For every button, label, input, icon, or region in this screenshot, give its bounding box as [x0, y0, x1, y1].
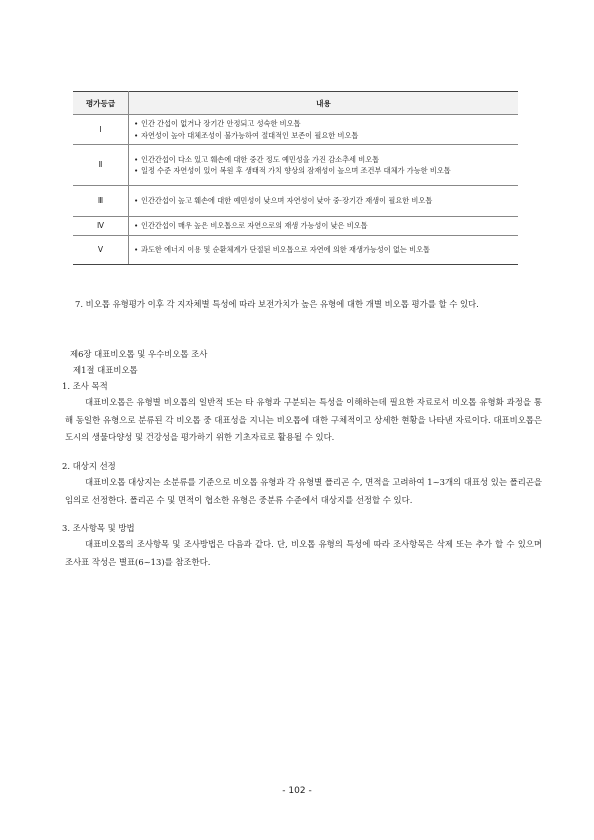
content-bullet: • 인간간섭이 높고 훼손에 대한 예민성이 낮으며 자연성이 낮아 중·장기간 재생이 필요한 비오톱 — [134, 195, 512, 207]
subsection-1-text: 대표비오톱은 유형별 비오톱의 일반적 또는 타 유형과 구분되는 특성을 이해하는데 필요한 자료로서 비오톱 유형화 과정을 통해 동일한 유형으로 분류된 각 비오톱 중 대표성을 지니는 비오톱에 대한 구체적이고 상세한 현황을 나타낸 자료이다. 대표비오톱은 도시의 생물다양성 및 건강성을 평가하기 위한 기초자료로 활용될 수 있다. — [65, 397, 542, 443]
header-grade: 평가등급 — [73, 92, 129, 115]
subsection-2-text: 대표비오톱 대상지는 소분류를 기준으로 비오톱 유형과 각 유형별 폴리곤 수, 면적을 고려하여 1~3개의 대표성 있는 폴리곤을 임의로 선정한다. 폴리곤 수 및 면적이 협소한 유형은 중분류 수준에서 대상지를 선정할 수 있다. — [65, 477, 542, 505]
grade-table — [73, 91, 518, 265]
header-content: 내용 — [129, 92, 519, 115]
content-cell — [129, 236, 519, 265]
content-cell — [129, 186, 519, 217]
table-header-row — [73, 92, 518, 115]
subsection-2-title: 2. 대상지 선정 — [62, 461, 116, 471]
section-heading: 제1절 대표비오톱 — [73, 365, 138, 375]
content-cell — [129, 217, 519, 236]
grade-cell: Ⅳ — [73, 217, 129, 236]
table-row — [73, 145, 518, 186]
content-bullet: • 인간간섭이 매우 높은 비오톱으로 자연으로의 재생 가능성이 낮은 비오톱 — [134, 220, 512, 232]
page-number: - 102 - — [282, 786, 312, 796]
content-cell — [129, 145, 519, 186]
subsection-3-text: 대표비오톱의 조사항목 및 조사방법은 다음과 같다. 단, 비오톱 유형의 특성에 따라 조사항목은 삭제 또는 추가 할 수 있으며 조사표 작성은 별표(6~13)를 참조한다. — [65, 539, 542, 567]
subsection-3-title: 3. 조사항목 및 방법 — [62, 523, 135, 533]
table-row — [73, 236, 518, 265]
content-bullet: • 인간간섭이 다소 있고 훼손에 대한 중간 정도 예민성을 가진 감소추세 비오톱 — [134, 154, 512, 166]
table-row — [73, 186, 518, 217]
content-bullet: • 일정 수준 자연성이 있어 복원 후 생태적 가치 향상의 잠재성이 높으며 조건부 대체가 가능한 비오톱 — [134, 165, 512, 177]
grade-cell: Ⅲ — [73, 186, 129, 217]
subsection-1-title: 1. 조사 목적 — [62, 381, 108, 391]
table-row — [73, 217, 518, 236]
item-7-paragraph: 7. 비오톱 유형평가 이후 각 지자체별 특성에 따라 보전가치가 높은 유형에 대한 개별 비오톱 평가를 할 수 있다. — [75, 299, 479, 309]
grade-cell: Ⅴ — [73, 236, 129, 265]
grade-cell: Ⅱ — [73, 145, 129, 186]
chapter-heading: 제6장 대표비오톱 및 우수비오톱 조사 — [70, 349, 208, 359]
grade-cell: Ⅰ — [73, 115, 129, 145]
table-row — [73, 115, 518, 145]
content-cell — [129, 115, 519, 145]
content-bullet: • 자연성이 높아 대체조성이 불가능하여 절대적인 보존이 필요한 비오톱 — [134, 130, 512, 142]
content-bullet: • 인간 간섭이 없거나 장기간 안정되고 성숙한 비오톱 — [134, 118, 512, 130]
content-bullet: • 과도한 에너지 이용 및 순환체계가 단절된 비오톱으로 자연에 의한 재생가능성이 없는 비오톱 — [134, 244, 512, 256]
